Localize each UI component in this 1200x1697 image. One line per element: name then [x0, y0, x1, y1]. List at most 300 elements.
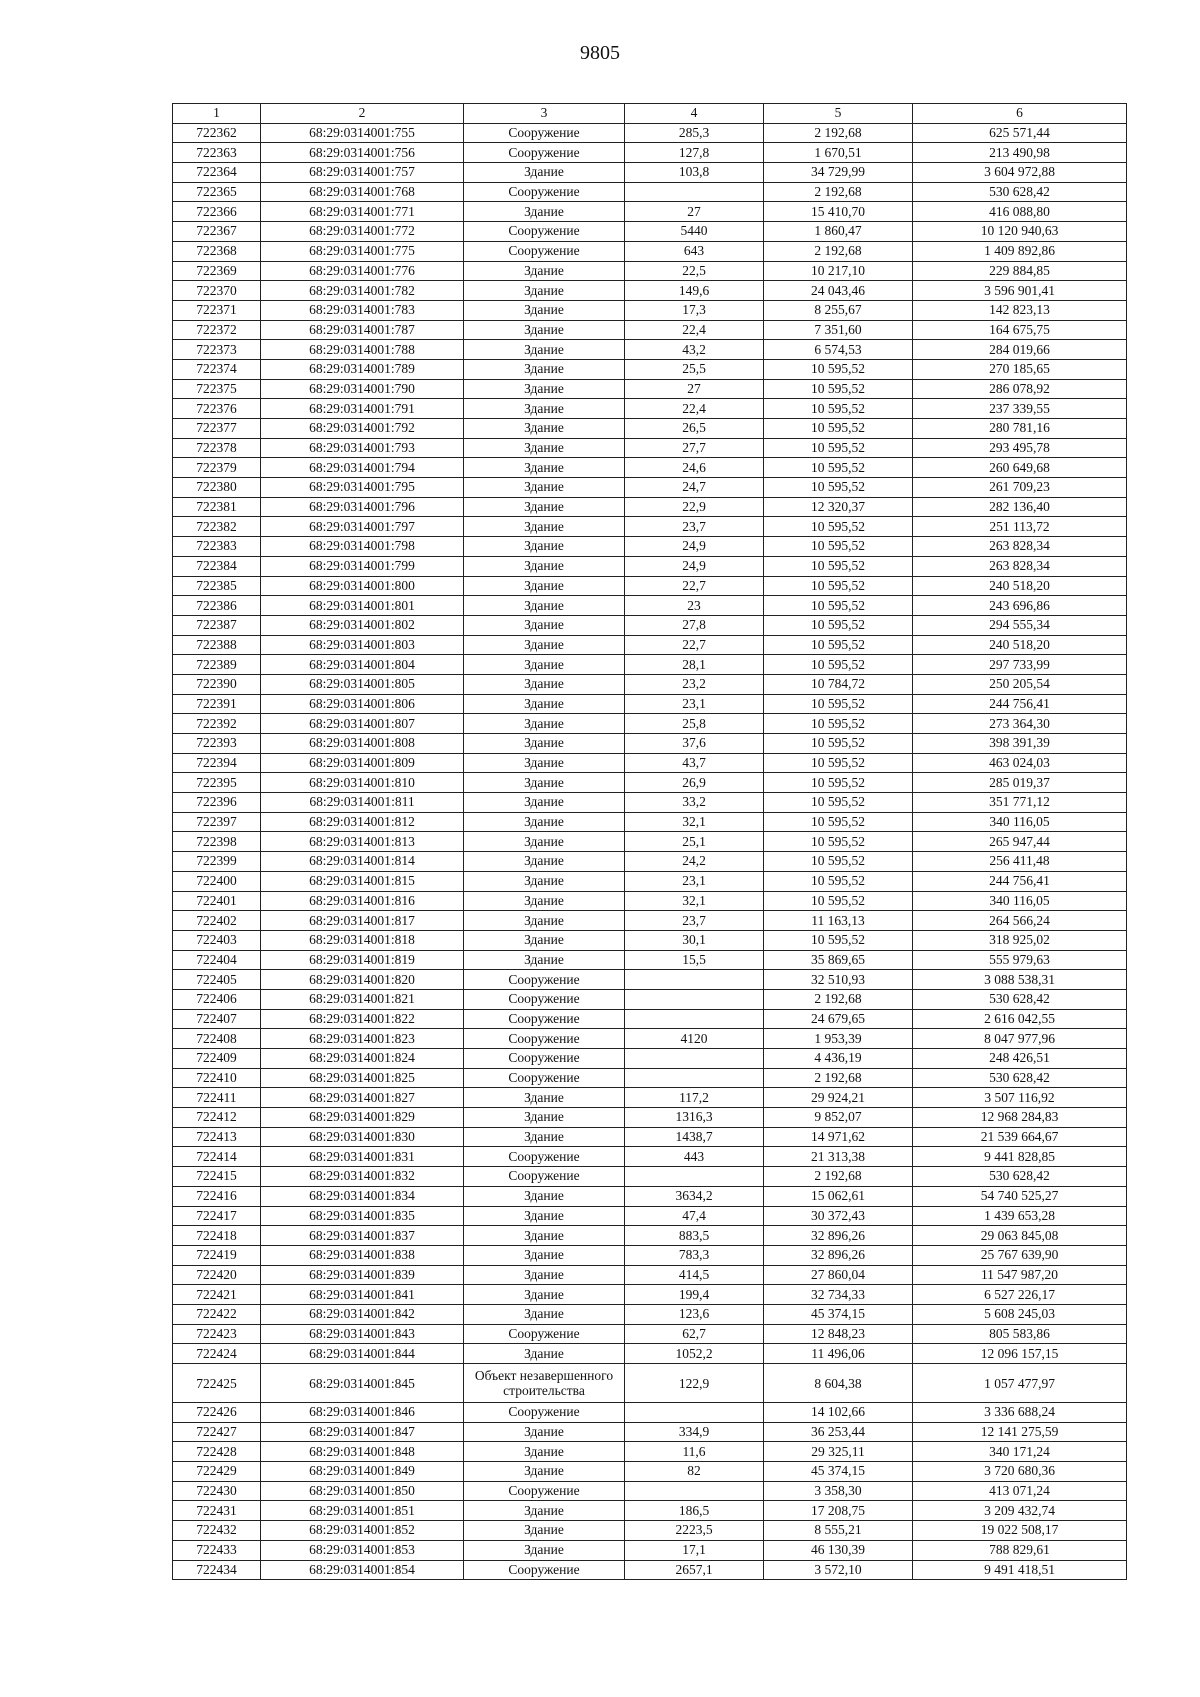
object-type-cell: Здание [464, 438, 625, 458]
object-type-cell: Здание [464, 1108, 625, 1128]
table-row [173, 635, 1127, 655]
unit-value-cell: 45 374,15 [764, 1462, 913, 1482]
cadastral-number-cell: 68:29:0314001:819 [261, 950, 464, 970]
table-row [173, 1226, 1127, 1246]
row-number-cell: 722398 [173, 832, 261, 852]
row-number-cell: 722405 [173, 970, 261, 990]
area-cell: 17,1 [625, 1540, 764, 1560]
unit-value-cell: 2 192,68 [764, 1167, 913, 1187]
table-row [173, 911, 1127, 931]
table-row [173, 300, 1127, 320]
cadastral-value-cell: 9 441 828,85 [913, 1147, 1127, 1167]
object-type-cell: Сооружение [464, 123, 625, 143]
column-header: 2 [261, 104, 464, 124]
row-number-cell: 722429 [173, 1462, 261, 1482]
object-type-cell: Сооружение [464, 241, 625, 261]
cadastral-number-cell: 68:29:0314001:802 [261, 615, 464, 635]
table-row [173, 1029, 1127, 1049]
table-row [173, 970, 1127, 990]
cadastral-value-cell: 340 171,24 [913, 1442, 1127, 1462]
unit-value-cell: 10 595,52 [764, 793, 913, 813]
row-number-cell: 722390 [173, 674, 261, 694]
object-type-cell: Здание [464, 1088, 625, 1108]
row-number-cell: 722426 [173, 1403, 261, 1423]
row-number-cell: 722432 [173, 1521, 261, 1541]
cadastral-value-cell: 263 828,34 [913, 537, 1127, 557]
object-type-cell: Здание [464, 1304, 625, 1324]
unit-value-cell: 10 595,52 [764, 753, 913, 773]
row-number-cell: 722374 [173, 359, 261, 379]
row-number-cell: 722431 [173, 1501, 261, 1521]
cadastral-number-cell: 68:29:0314001:842 [261, 1304, 464, 1324]
area-cell: 414,5 [625, 1265, 764, 1285]
area-cell: 883,5 [625, 1226, 764, 1246]
row-number-cell: 722393 [173, 734, 261, 754]
table-row [173, 478, 1127, 498]
area-cell: 1316,3 [625, 1108, 764, 1128]
unit-value-cell: 10 217,10 [764, 261, 913, 281]
object-type-cell: Здание [464, 340, 625, 360]
unit-value-cell: 10 595,52 [764, 399, 913, 419]
unit-value-cell: 14 971,62 [764, 1127, 913, 1147]
object-type-cell: Здание [464, 1540, 625, 1560]
unit-value-cell: 4 436,19 [764, 1049, 913, 1069]
table-row [173, 1364, 1127, 1403]
cadastral-number-cell: 68:29:0314001:845 [261, 1364, 464, 1403]
unit-value-cell: 12 320,37 [764, 497, 913, 517]
row-number-cell: 722418 [173, 1226, 261, 1246]
row-number-cell: 722402 [173, 911, 261, 931]
unit-value-cell: 46 130,39 [764, 1540, 913, 1560]
table-row [173, 163, 1127, 183]
unit-value-cell: 10 595,52 [764, 734, 913, 754]
table-row [173, 458, 1127, 478]
area-cell: 2657,1 [625, 1560, 764, 1580]
cadastral-number-cell: 68:29:0314001:791 [261, 399, 464, 419]
unit-value-cell: 10 595,52 [764, 773, 913, 793]
row-number-cell: 722425 [173, 1364, 261, 1403]
cadastral-number-cell: 68:29:0314001:816 [261, 891, 464, 911]
object-type-cell: Здание [464, 458, 625, 478]
unit-value-cell: 10 595,52 [764, 812, 913, 832]
table-row [173, 694, 1127, 714]
row-number-cell: 722411 [173, 1088, 261, 1108]
table-row [173, 1324, 1127, 1344]
unit-value-cell: 35 869,65 [764, 950, 913, 970]
area-cell: 22,4 [625, 399, 764, 419]
cadastral-number-cell: 68:29:0314001:808 [261, 734, 464, 754]
unit-value-cell: 12 848,23 [764, 1324, 913, 1344]
object-type-cell: Сооружение [464, 1481, 625, 1501]
area-cell: 24,2 [625, 852, 764, 872]
unit-value-cell: 21 313,38 [764, 1147, 913, 1167]
cadastral-value-cell: 625 571,44 [913, 123, 1127, 143]
cadastral-value-cell: 805 583,86 [913, 1324, 1127, 1344]
cadastral-number-cell: 68:29:0314001:830 [261, 1127, 464, 1147]
unit-value-cell: 24 679,65 [764, 1009, 913, 1029]
area-cell: 117,2 [625, 1088, 764, 1108]
object-type-cell: Здание [464, 674, 625, 694]
table-row [173, 714, 1127, 734]
cadastral-number-cell: 68:29:0314001:841 [261, 1285, 464, 1305]
cadastral-value-cell: 3 336 688,24 [913, 1403, 1127, 1423]
area-cell [625, 1068, 764, 1088]
row-number-cell: 722397 [173, 812, 261, 832]
table-row [173, 1285, 1127, 1305]
area-cell: 82 [625, 1462, 764, 1482]
object-type-cell: Сооружение [464, 989, 625, 1009]
cadastral-value-cell: 142 823,13 [913, 300, 1127, 320]
area-cell: 199,4 [625, 1285, 764, 1305]
object-type-cell: Здание [464, 930, 625, 950]
table-row [173, 1127, 1127, 1147]
cadastral-number-cell: 68:29:0314001:850 [261, 1481, 464, 1501]
object-type-cell: Здание [464, 1226, 625, 1246]
cadastral-value-cell: 263 828,34 [913, 556, 1127, 576]
cadastral-number-cell: 68:29:0314001:798 [261, 537, 464, 557]
cadastral-number-cell: 68:29:0314001:844 [261, 1344, 464, 1364]
cadastral-number-cell: 68:29:0314001:825 [261, 1068, 464, 1088]
row-number-cell: 722362 [173, 123, 261, 143]
row-number-cell: 722378 [173, 438, 261, 458]
row-number-cell: 722408 [173, 1029, 261, 1049]
area-cell [625, 1403, 764, 1423]
row-number-cell: 722376 [173, 399, 261, 419]
row-number-cell: 722386 [173, 596, 261, 616]
cadastral-value-cell: 3 209 432,74 [913, 1501, 1127, 1521]
cadastral-number-cell: 68:29:0314001:838 [261, 1245, 464, 1265]
unit-value-cell: 10 595,52 [764, 694, 913, 714]
object-type-cell: Сооружение [464, 1049, 625, 1069]
table-row [173, 832, 1127, 852]
row-number-cell: 722403 [173, 930, 261, 950]
cadastral-value-cell: 6 527 226,17 [913, 1285, 1127, 1305]
unit-value-cell: 8 555,21 [764, 1521, 913, 1541]
unit-value-cell: 2 192,68 [764, 989, 913, 1009]
cadastral-value-cell: 248 426,51 [913, 1049, 1127, 1069]
unit-value-cell: 10 595,52 [764, 517, 913, 537]
object-type-cell: Здание [464, 1442, 625, 1462]
cadastral-number-cell: 68:29:0314001:827 [261, 1088, 464, 1108]
unit-value-cell: 8 604,38 [764, 1364, 913, 1403]
object-type-cell: Здание [464, 1462, 625, 1482]
row-number-cell: 722372 [173, 320, 261, 340]
object-type-cell: Здание [464, 1521, 625, 1541]
cadastral-value-cell: 318 925,02 [913, 930, 1127, 950]
object-type-cell: Здание [464, 852, 625, 872]
area-cell: 47,4 [625, 1206, 764, 1226]
area-cell: 643 [625, 241, 764, 261]
area-cell: 783,3 [625, 1245, 764, 1265]
table-row [173, 655, 1127, 675]
unit-value-cell: 9 852,07 [764, 1108, 913, 1128]
cadastral-value-cell: 256 411,48 [913, 852, 1127, 872]
cadastral-number-cell: 68:29:0314001:772 [261, 222, 464, 242]
unit-value-cell: 32 896,26 [764, 1245, 913, 1265]
cadastral-number-cell: 68:29:0314001:822 [261, 1009, 464, 1029]
cadastral-number-cell: 68:29:0314001:805 [261, 674, 464, 694]
row-number-cell: 722409 [173, 1049, 261, 1069]
table-row [173, 320, 1127, 340]
area-cell: 24,7 [625, 478, 764, 498]
cadastral-value-cell: 21 539 664,67 [913, 1127, 1127, 1147]
cadastral-number-cell: 68:29:0314001:755 [261, 123, 464, 143]
area-cell: 443 [625, 1147, 764, 1167]
cadastral-number-cell: 68:29:0314001:782 [261, 281, 464, 301]
row-number-cell: 722430 [173, 1481, 261, 1501]
cadastral-value-cell: 340 116,05 [913, 812, 1127, 832]
cadastral-value-cell: 12 141 275,59 [913, 1422, 1127, 1442]
area-cell: 27 [625, 379, 764, 399]
object-type-cell: Здание [464, 812, 625, 832]
object-type-cell: Здание [464, 1265, 625, 1285]
object-type-cell: Здание [464, 497, 625, 517]
object-type-cell: Сооружение [464, 970, 625, 990]
table-row [173, 1049, 1127, 1069]
cadastral-number-cell: 68:29:0314001:839 [261, 1265, 464, 1285]
table-row [173, 1068, 1127, 1088]
cadastral-number-cell: 68:29:0314001:818 [261, 930, 464, 950]
row-number-cell: 722407 [173, 1009, 261, 1029]
cadastral-number-cell: 68:29:0314001:847 [261, 1422, 464, 1442]
cadastral-value-cell: 530 628,42 [913, 182, 1127, 202]
area-cell: 26,9 [625, 773, 764, 793]
cadastral-value-cell: 240 518,20 [913, 576, 1127, 596]
cadastral-number-cell: 68:29:0314001:789 [261, 359, 464, 379]
cadastral-value-cell: 286 078,92 [913, 379, 1127, 399]
cadastral-value-cell: 244 756,41 [913, 694, 1127, 714]
area-cell: 4120 [625, 1029, 764, 1049]
object-type-cell: Сооружение [464, 222, 625, 242]
cadastral-value-cell: 5 608 245,03 [913, 1304, 1127, 1324]
area-cell: 334,9 [625, 1422, 764, 1442]
area-cell: 22,7 [625, 635, 764, 655]
cadastral-value-cell: 54 740 525,27 [913, 1186, 1127, 1206]
cadastral-value-cell: 463 024,03 [913, 753, 1127, 773]
object-type-cell: Здание [464, 773, 625, 793]
object-type-cell: Здание [464, 1422, 625, 1442]
row-number-cell: 722401 [173, 891, 261, 911]
unit-value-cell: 32 734,33 [764, 1285, 913, 1305]
row-number-cell: 722384 [173, 556, 261, 576]
unit-value-cell: 10 595,52 [764, 891, 913, 911]
column-header: 6 [913, 104, 1127, 124]
area-cell [625, 970, 764, 990]
unit-value-cell: 29 924,21 [764, 1088, 913, 1108]
cadastral-value-cell: 270 185,65 [913, 359, 1127, 379]
cadastral-value-cell: 164 675,75 [913, 320, 1127, 340]
cadastral-number-cell: 68:29:0314001:810 [261, 773, 464, 793]
cadastral-number-cell: 68:29:0314001:834 [261, 1186, 464, 1206]
table-row [173, 1422, 1127, 1442]
area-cell: 1438,7 [625, 1127, 764, 1147]
area-cell: 27,8 [625, 615, 764, 635]
row-number-cell: 722415 [173, 1167, 261, 1187]
cadastral-value-cell: 243 696,86 [913, 596, 1127, 616]
cadastral-number-cell: 68:29:0314001:800 [261, 576, 464, 596]
object-type-cell: Здание [464, 419, 625, 439]
table-row [173, 1304, 1127, 1324]
cadastral-number-cell: 68:29:0314001:823 [261, 1029, 464, 1049]
cadastral-value-cell: 294 555,34 [913, 615, 1127, 635]
unit-value-cell: 10 595,52 [764, 714, 913, 734]
area-cell [625, 182, 764, 202]
unit-value-cell: 10 595,52 [764, 379, 913, 399]
area-cell [625, 1167, 764, 1187]
object-type-cell: Сооружение [464, 1403, 625, 1423]
area-cell: 123,6 [625, 1304, 764, 1324]
row-number-cell: 722364 [173, 163, 261, 183]
cadastral-number-cell: 68:29:0314001:846 [261, 1403, 464, 1423]
unit-value-cell: 32 510,93 [764, 970, 913, 990]
cadastral-value-cell: 530 628,42 [913, 989, 1127, 1009]
object-type-cell: Здание [464, 1344, 625, 1364]
object-type-cell: Здание [464, 655, 625, 675]
cadastral-value-cell: 251 113,72 [913, 517, 1127, 537]
object-type-cell: Здание [464, 1245, 625, 1265]
cadastral-number-cell: 68:29:0314001:788 [261, 340, 464, 360]
cadastral-value-cell: 265 947,44 [913, 832, 1127, 852]
cadastral-value-cell: 530 628,42 [913, 1068, 1127, 1088]
unit-value-cell: 32 896,26 [764, 1226, 913, 1246]
cadastral-value-cell: 240 518,20 [913, 635, 1127, 655]
area-cell: 62,7 [625, 1324, 764, 1344]
table-row [173, 1481, 1127, 1501]
cadastral-value-cell: 285 019,37 [913, 773, 1127, 793]
area-cell: 27,7 [625, 438, 764, 458]
object-type-cell: Сооружение [464, 1560, 625, 1580]
object-type-cell: Здание [464, 596, 625, 616]
row-number-cell: 722387 [173, 615, 261, 635]
row-number-cell: 722396 [173, 793, 261, 813]
cadastral-number-cell: 68:29:0314001:794 [261, 458, 464, 478]
object-type-cell: Сооружение [464, 1009, 625, 1029]
area-cell: 25,1 [625, 832, 764, 852]
table-row [173, 1108, 1127, 1128]
cadastral-value-cell: 29 063 845,08 [913, 1226, 1127, 1246]
row-number-cell: 722365 [173, 182, 261, 202]
area-cell: 103,8 [625, 163, 764, 183]
table-row [173, 891, 1127, 911]
table-row [173, 734, 1127, 754]
area-cell: 32,1 [625, 891, 764, 911]
unit-value-cell: 10 595,52 [764, 419, 913, 439]
area-cell: 22,9 [625, 497, 764, 517]
table-row [173, 773, 1127, 793]
area-cell [625, 1049, 764, 1069]
row-number-cell: 722400 [173, 871, 261, 891]
cadastral-number-cell: 68:29:0314001:793 [261, 438, 464, 458]
area-cell: 25,5 [625, 359, 764, 379]
table-row [173, 753, 1127, 773]
area-cell: 24,6 [625, 458, 764, 478]
unit-value-cell: 10 595,52 [764, 615, 913, 635]
area-cell: 1052,2 [625, 1344, 764, 1364]
cadastral-value-cell: 260 649,68 [913, 458, 1127, 478]
unit-value-cell: 10 595,52 [764, 576, 913, 596]
object-type-cell: Сооружение [464, 143, 625, 163]
cadastral-number-cell: 68:29:0314001:849 [261, 1462, 464, 1482]
area-cell: 26,5 [625, 419, 764, 439]
object-type-cell: Сооружение [464, 182, 625, 202]
cadastral-number-cell: 68:29:0314001:851 [261, 1501, 464, 1521]
cadastral-value-cell: 12 968 284,83 [913, 1108, 1127, 1128]
unit-value-cell: 10 595,52 [764, 852, 913, 872]
row-number-cell: 722410 [173, 1068, 261, 1088]
cadastral-number-cell: 68:29:0314001:757 [261, 163, 464, 183]
row-number-cell: 722413 [173, 1127, 261, 1147]
area-cell: 22,5 [625, 261, 764, 281]
cadastral-value-cell: 1 409 892,86 [913, 241, 1127, 261]
cadastral-value-cell: 340 116,05 [913, 891, 1127, 911]
row-number-cell: 722392 [173, 714, 261, 734]
row-number-cell: 722417 [173, 1206, 261, 1226]
cadastral-number-cell: 68:29:0314001:809 [261, 753, 464, 773]
table-row [173, 537, 1127, 557]
cadastral-value-cell: 788 829,61 [913, 1540, 1127, 1560]
table-row [173, 517, 1127, 537]
unit-value-cell: 10 784,72 [764, 674, 913, 694]
object-type-cell: Сооружение [464, 1167, 625, 1187]
cadastral-value-cell: 8 047 977,96 [913, 1029, 1127, 1049]
table-header-row [173, 104, 1127, 124]
unit-value-cell: 10 595,52 [764, 596, 913, 616]
unit-value-cell: 34 729,99 [764, 163, 913, 183]
area-cell: 28,1 [625, 655, 764, 675]
page-number: 9805 [580, 42, 620, 64]
table-row [173, 241, 1127, 261]
object-type-cell: Здание [464, 261, 625, 281]
area-cell: 122,9 [625, 1364, 764, 1403]
table-row [173, 1147, 1127, 1167]
row-number-cell: 722414 [173, 1147, 261, 1167]
cadastral-number-cell: 68:29:0314001:806 [261, 694, 464, 714]
table-row [173, 1560, 1127, 1580]
table-row [173, 852, 1127, 872]
table-row [173, 950, 1127, 970]
row-number-cell: 722434 [173, 1560, 261, 1580]
cadastral-value-cell: 261 709,23 [913, 478, 1127, 498]
area-cell: 30,1 [625, 930, 764, 950]
table-row [173, 1088, 1127, 1108]
area-cell: 24,9 [625, 556, 764, 576]
row-number-cell: 722371 [173, 300, 261, 320]
unit-value-cell: 14 102,66 [764, 1403, 913, 1423]
cadastral-value-cell: 351 771,12 [913, 793, 1127, 813]
unit-value-cell: 10 595,52 [764, 930, 913, 950]
table-row [173, 1540, 1127, 1560]
unit-value-cell: 36 253,44 [764, 1422, 913, 1442]
cadastral-value-cell: 2 616 042,55 [913, 1009, 1127, 1029]
table-row [173, 419, 1127, 439]
cadastral-number-cell: 68:29:0314001:787 [261, 320, 464, 340]
object-type-cell: Здание [464, 1285, 625, 1305]
area-cell: 23,7 [625, 517, 764, 537]
cadastral-number-cell: 68:29:0314001:804 [261, 655, 464, 675]
object-type-cell: Здание [464, 1127, 625, 1147]
unit-value-cell: 3 572,10 [764, 1560, 913, 1580]
table-row [173, 1186, 1127, 1206]
object-type-cell: Здание [464, 300, 625, 320]
table-row [173, 123, 1127, 143]
object-type-cell: Здание [464, 911, 625, 931]
table-row [173, 497, 1127, 517]
area-cell: 2223,5 [625, 1521, 764, 1541]
area-cell: 37,6 [625, 734, 764, 754]
area-cell [625, 1481, 764, 1501]
area-cell: 33,2 [625, 793, 764, 813]
cadastral-value-cell: 297 733,99 [913, 655, 1127, 675]
